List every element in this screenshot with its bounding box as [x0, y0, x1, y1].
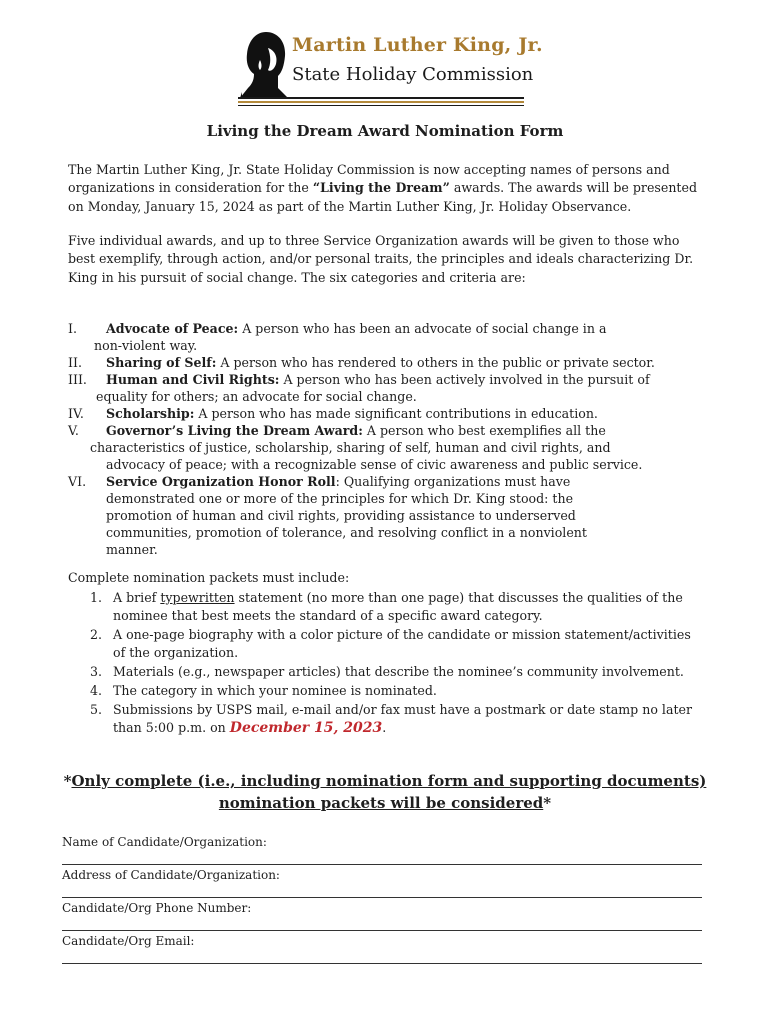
- requirement-number: 3.: [90, 664, 103, 679]
- category-desc: A person who has been an advocate of social change in a: [238, 321, 607, 336]
- category-name: Sharing of Self:: [106, 355, 217, 370]
- header-rule: [238, 97, 524, 99]
- category-number: II.: [68, 355, 82, 370]
- candidate-name-field[interactable]: [62, 864, 702, 865]
- requirement-text: Materials (e.g., newspaper articles) that describe the nominee’s community involvement.: [113, 664, 684, 679]
- mlk-portrait-icon: [238, 30, 290, 100]
- requirement-text: .: [382, 720, 387, 736]
- category-desc: A person who has been actively involved in the pursuit of: [279, 372, 650, 387]
- category-number: IV.: [68, 406, 84, 421]
- category-desc: promotion of human and civil rights, providing assistance to underserved: [106, 508, 576, 523]
- awards-paragraph: Five individual awards, and up to three Service Organization awards will be given to those who best exemplify, through action, and/or personal traits, the principles and ideals characterizing Dr. King in his pursuit of social change. The six categories and criteria are:: [68, 233, 694, 285]
- commission-logo: [238, 28, 543, 110]
- category-name: Advocate of Peace:: [106, 321, 239, 336]
- requirement-number: 1.: [90, 590, 103, 605]
- category-name: Governor’s Living the Dream Award:: [106, 423, 363, 438]
- notice-asterisk: *: [63, 772, 72, 790]
- intro-text: The Martin Luther King, Jr. State Holiday Commission is now accepting names of persons and organizations in consideration for the: [68, 162, 670, 196]
- category-desc: manner.: [106, 542, 158, 557]
- category-number: I.: [68, 321, 77, 336]
- requirement-number: 2.: [90, 627, 103, 642]
- category-desc: non-violent way.: [94, 338, 198, 353]
- requirement-text: Submissions by USPS mail, e-mail and/or fax must have a postmark or date stamp no later than 5:00 p.m. on: [113, 702, 692, 736]
- candidate-phone-label: Candidate/Org Phone Number:: [62, 901, 252, 915]
- award-name: “Living the Dream”: [312, 180, 450, 196]
- category-name: Service Organization Honor Roll: [106, 474, 336, 489]
- candidate-email-field[interactable]: [62, 963, 702, 964]
- form-title: Living the Dream Award Nomination Form: [206, 122, 564, 140]
- requirement-text: A brief: [113, 590, 161, 605]
- org-subtitle: State Holiday Commission: [292, 64, 534, 85]
- category-number: V.: [68, 423, 79, 438]
- intro-text: awards. The awards will be presented on Monday, January 15, 2024 as part of the Martin Luther King, Jr. Holiday Observance.: [68, 180, 698, 214]
- category-number: VI.: [68, 474, 87, 489]
- requirement-text: statement (no more than one page) that discusses the qualities of the nominee that best meets the standard of a specific award category.: [113, 590, 683, 624]
- completeness-notice: [60, 770, 710, 814]
- category-desc: : Qualifying organizations must have: [335, 474, 571, 489]
- candidate-phone-field[interactable]: [62, 930, 702, 931]
- intro-paragraph: [68, 161, 708, 216]
- org-name: Martin Luther King, Jr.: [292, 34, 543, 56]
- category-desc: A person who best exemplifies all the: [362, 423, 606, 438]
- candidate-email-label: Candidate/Org Email:: [62, 934, 195, 948]
- candidate-address-field[interactable]: [62, 897, 702, 898]
- requirement-emphasis: typewritten: [160, 590, 235, 605]
- header-rule-gold: [238, 101, 524, 103]
- requirements-heading: Complete nomination packets must include:: [68, 570, 350, 585]
- category-desc: advocacy of peace; with a recognizable sense of civic awareness and public service.: [106, 457, 643, 472]
- notice-text: Only complete (i.e., including nomination form and supporting documents): [71, 772, 707, 790]
- header-rule: [238, 105, 524, 106]
- category-desc: A person who has rendered to others in the public or private sector.: [216, 355, 655, 370]
- category-desc: characteristics of justice, scholarship, sharing of self, human and civil rights, and: [90, 440, 611, 455]
- notice-text: nomination packets will be considered: [218, 794, 544, 812]
- category-name: Human and Civil Rights:: [106, 372, 280, 387]
- deadline-date: December 15, 2023: [229, 720, 383, 737]
- candidate-name-label: Name of Candidate/Organization:: [62, 835, 267, 849]
- candidate-address-label: Address of Candidate/Organization:: [62, 868, 280, 882]
- category-name: Scholarship:: [106, 406, 195, 421]
- category-number: III.: [68, 372, 87, 387]
- category-desc: equality for others; an advocate for social change.: [96, 389, 417, 404]
- notice-asterisk: *: [543, 794, 552, 812]
- requirement-number: 4.: [90, 683, 103, 698]
- category-desc: demonstrated one or more of the principles for which Dr. King stood: the: [106, 491, 574, 506]
- requirement-number: 5.: [90, 702, 103, 717]
- requirement-text: The category in which your nominee is nominated.: [113, 683, 437, 698]
- requirement-text: A one-page biography with a color picture of the candidate or mission statement/activities of the organization.: [113, 627, 691, 661]
- category-desc: A person who has made significant contributions in education.: [194, 406, 598, 421]
- category-desc: communities, promotion of tolerance, and resolving conflict in a nonviolent: [106, 525, 587, 540]
